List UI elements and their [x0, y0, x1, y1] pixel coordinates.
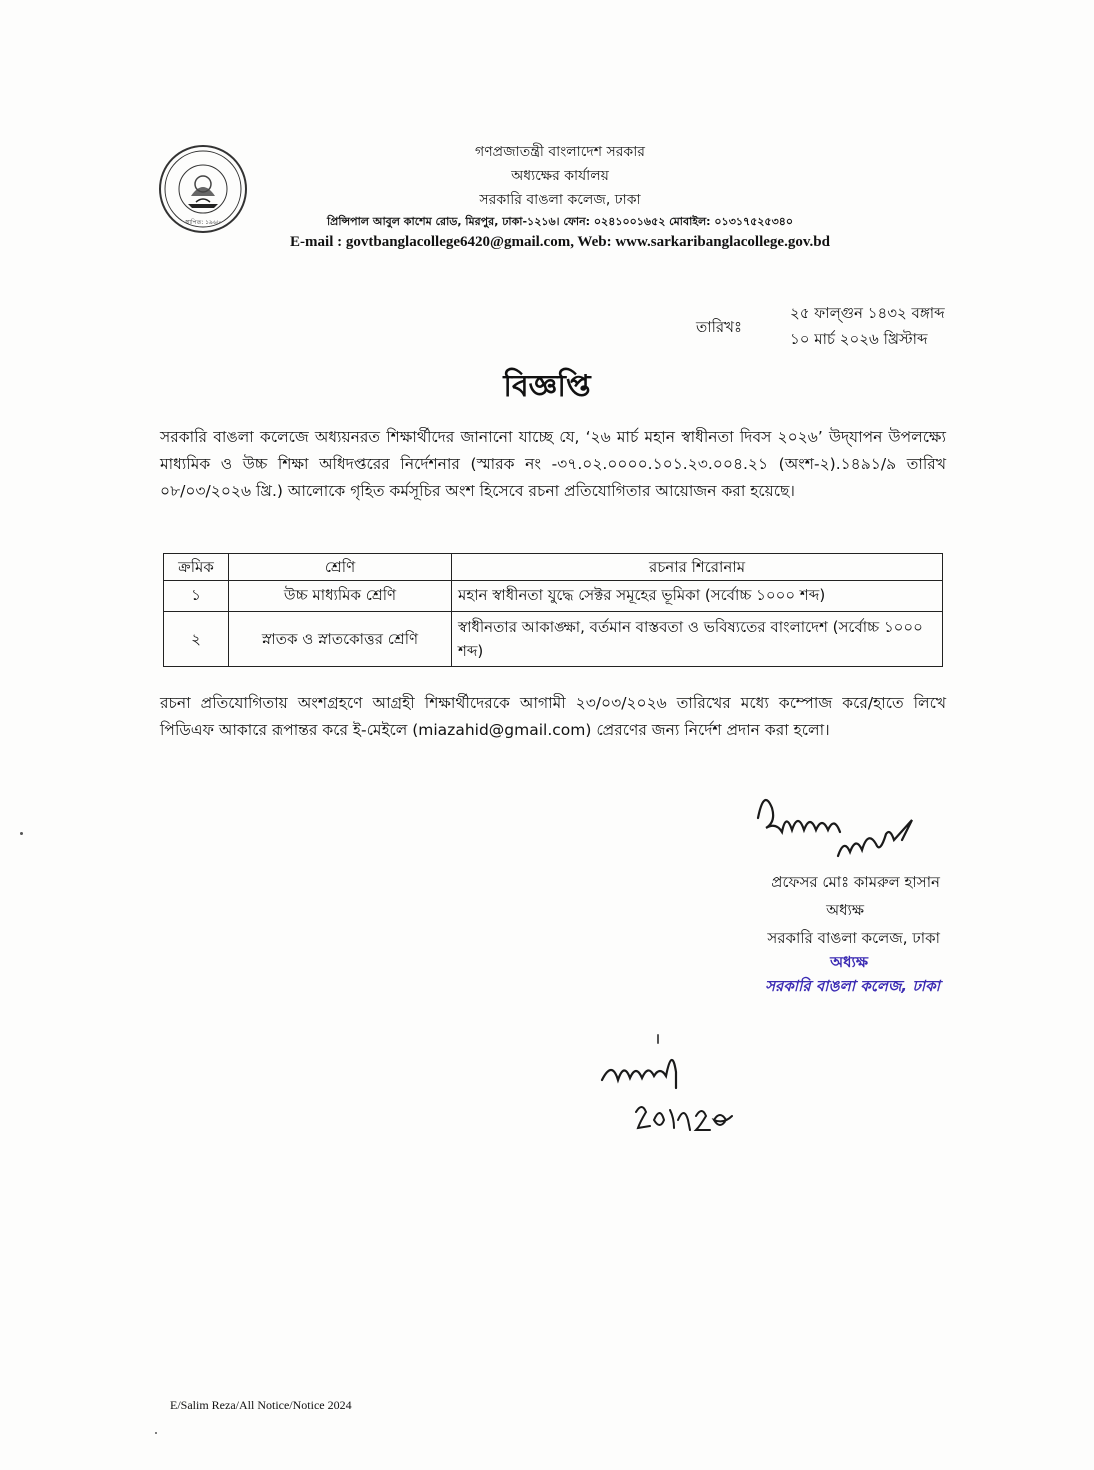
header-topic: রচনার শিরোনাম: [452, 554, 943, 581]
college-contact: E-mail : govtbanglacollege6420@gmail.com, Web: www.sarkaribanglacollege.gov.bd: [290, 234, 830, 250]
date-label: তারিখঃ: [696, 318, 742, 336]
notice-paragraph-1: সরকারি বাঙলা কলেজে অধ্যয়নরত শিক্ষার্থীদের জানানো যাচ্ছে যে, ‘২৬ মার্চ মহান স্বাধীনতা দিবস ২০২৬’ উদ্‌যাপন উপলক্ষ্যে মাধ্যমিক ও উচ্চ শিক্ষা অধিদপ্তরের নির্দেশনার (স্মারক নং -৩৭.০২.০০০০.১০১.২৩.০০৪.২১ (অংশ-২).১৪৯১/৯ তারিখ ০৮/০৩/২০২৬ খ্রি.) আলোকে গৃহিত কর্মসূচির অংশ হিসেবে রচনা প্রতিযোগিতার আয়োজন করা হয়েছে।: [160, 428, 946, 500]
college-address: প্রিন্সিপাল আবুল কাশেম রোড, মিরপুর, ঢাকা-১২১৬। ফোন: ০২৪১০০১৬৫২ মোবাইল: ০১৩১৭৫২৫৩৪০: [326, 215, 794, 228]
college-name: সরকারি বাঙলা কলেজ, ঢাকা: [479, 192, 641, 208]
office-name: অধ্যক্ষের কার্যালয়: [511, 168, 609, 184]
signatory-name: প্রফেসর মোঃ কামরুল হাসান: [771, 873, 940, 891]
scan-speck: [155, 1432, 157, 1434]
scan-speck: [657, 1034, 659, 1044]
header-class: শ্রেণি: [229, 554, 452, 581]
footer-file-path: E/Salim Reza/All Notice/Notice 2024: [170, 1398, 352, 1412]
government-name: গণপ্রজাতন্ত্রী বাংলাদেশ সরকার: [475, 144, 645, 160]
cell-class: স্নাতক ও স্নাতকোত্তর শ্রেণি: [229, 612, 452, 667]
principal-signature: [748, 778, 948, 878]
date-gregorian: ১০ মার্চ ২০২৬ খ্রিস্টাব্দ: [790, 330, 928, 348]
seal-established-text: স্থাপিত: ১৯৬৮: [185, 219, 221, 226]
table-row: [164, 612, 943, 667]
cell-topic: স্বাধীনতার আকাঙ্ক্ষা, বর্তমান বাস্তবতা ও ভবিষ্যতের বাংলাদেশ (সর্বোচ্চ ১০০০ শব্দ): [452, 612, 943, 667]
table-row: [164, 581, 943, 612]
cell-serial: ১: [164, 581, 229, 612]
notice-title: বিজ্ঞপ্তি: [503, 369, 591, 404]
signatory-block: [700, 868, 940, 952]
date-bangla: ২৫ ফাল্গুন ১৪৩২ বঙ্গাব্দ: [790, 304, 945, 322]
table-header-row: [164, 554, 943, 581]
date-block: [790, 300, 945, 352]
notice-paragraph-2: রচনা প্রতিযোগিতায় অংশগ্রহণে আগ্রহী শিক্ষার্থীদেরকে আগামী ২৩/০৩/২০২৬ তারিখের মধ্যে কম্পোজ করে/হাতে লিখে পিডিএফ আকারে রূপান্তর করে ই-মেইলে (miazahid@gmail.com) প্রেরণের জন্য নির্দেশ প্রদান করা হলো।: [160, 694, 946, 739]
signatory-designation: অধ্যক্ষ: [826, 901, 864, 919]
stamp-designation: অধ্যক্ষ: [830, 953, 868, 971]
cell-serial: ২: [164, 612, 229, 667]
essay-topics-table: [163, 553, 943, 667]
official-stamp: [690, 950, 940, 998]
letterhead: [240, 140, 880, 252]
signatory-institution: সরকারি বাঙলা কলেজ, ঢাকা: [767, 929, 940, 947]
handwritten-initials-date: [596, 1040, 776, 1140]
scan-speck: [20, 832, 23, 835]
cell-topic: মহান স্বাধীনতা যুদ্ধে সেক্টর সমূহের ভূমিকা (সর্বোচ্চ ১০০০ শব্দ): [452, 581, 943, 612]
stamp-institution: সরকারি বাঙলা কলেজ, ঢাকা: [765, 977, 940, 995]
header-serial: ক্রমিক: [164, 554, 229, 581]
cell-class: উচ্চ মাধ্যমিক শ্রেণি: [229, 581, 452, 612]
